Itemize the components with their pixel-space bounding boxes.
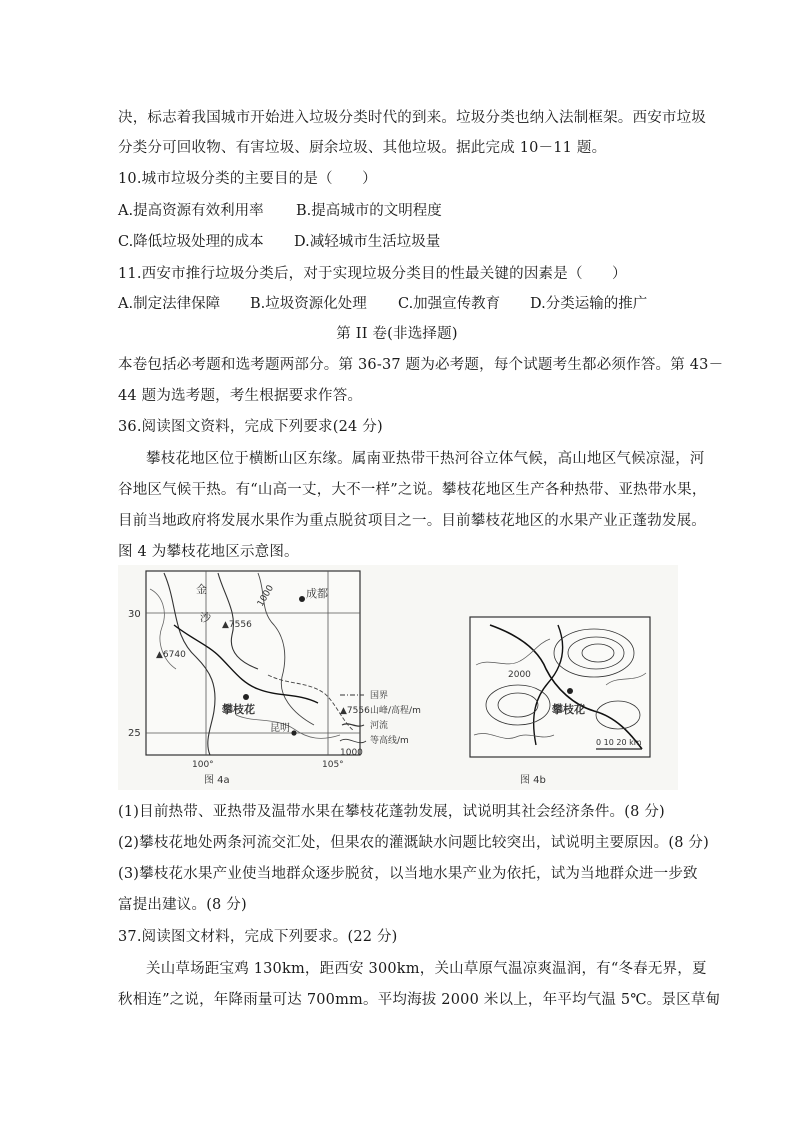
legend-contour: 等高线/m <box>370 736 409 746</box>
kunming-marker <box>291 730 296 735</box>
map-4a-caption: 图 4a <box>204 775 230 786</box>
map-4a-river-jin: 金 <box>196 583 207 596</box>
question-37-para-1: 关山草场距宝鸡 130km，距西安 300km，关山草原气温凉爽温润，有“冬春无界，夏 <box>146 961 707 977</box>
map-4a-lon-100: 100° <box>192 760 214 770</box>
question-36-sub-2: (2)攀枝花地处两条河流交汇处，但果农的灌溉缺水问题比较突出，试说明主要原因。(8 分) <box>118 835 709 851</box>
map-4b-contour: 2000 <box>508 670 531 680</box>
map-4b-city-marker <box>567 688 573 694</box>
question-37-para-2: 秋相连”之说，年降雨量可达 700mm。平均海拔 2000 米以上，年平均气温 5℃。景区草甸 <box>118 992 721 1008</box>
legend-boundary: 国界 <box>370 691 389 701</box>
question-36-sub-3a: (3)攀枝花水果产业使当地群众逐步脱贫，以当地水果产业为依托，试为当地群众进一步致 <box>118 866 698 882</box>
question-10-option-d: D.减轻城市生活垃圾量 <box>294 234 441 250</box>
question-11-option-b: B.垃圾资源化处理 <box>250 296 367 312</box>
intro-line-2: 分类分可回收物、有害垃圾、厨余垃圾、其他垃圾。据此完成 10－11 题。 <box>118 140 607 156</box>
map-4a-city-kunming: 昆明 <box>270 723 290 734</box>
panzhihua-marker <box>243 694 249 700</box>
map-4a-city-panzhihua: 攀枝花 <box>222 703 255 716</box>
question-11-option-a: A.制定法律保障 <box>118 296 221 312</box>
chengdu-marker <box>299 596 305 602</box>
map-4a-lon-105: 105° <box>322 760 344 770</box>
question-36-para-3: 目前当地政府将发展水果作为重点脱贫项目之一。目前攀枝花地区的水果产业正蓬勃发展。 <box>118 513 706 529</box>
legend-peak-value: ▲7556 <box>340 706 370 716</box>
question-11-stem: 11.西安市推行垃圾分类后，对于实现垃圾分类目的性最关键的因素是（ ） <box>118 266 627 282</box>
question-36-para-4: 图 4 为攀枝花地区示意图。 <box>118 544 299 560</box>
question-36-sub-3b: 富提出建议。(8 分) <box>118 897 247 913</box>
question-10-option-a: A.提高资源有效利用率 <box>118 203 264 219</box>
question-10-option-c: C.降低垃圾处理的成本 <box>118 234 264 250</box>
question-36-sub-1: (1)目前热带、亚热带及温带水果在攀枝花蓬勃发展，试说明其社会经济条件。(8 分) <box>118 804 665 820</box>
map-4a-peak-6740: ▲6740 <box>156 650 186 660</box>
map-4a-city-chengdu: 成都 <box>306 587 328 600</box>
question-11-option-d: D.分类运输的推广 <box>530 296 648 312</box>
map-4a-lat-25: 25 <box>128 728 141 739</box>
legend-river: 河流 <box>370 721 389 731</box>
map-4a <box>128 571 360 786</box>
question-10-stem: 10.城市垃圾分类的主要目的是（ ） <box>118 171 377 187</box>
question-37-stem: 37.阅读图文材料，完成下列要求。(22 分) <box>118 929 398 945</box>
map-4a-contour-1000: 1000 <box>255 583 277 609</box>
map-4a-river-sha: 沙 <box>200 611 211 624</box>
map-4b-scale: 0 10 20 km <box>596 738 642 747</box>
question-36-para-1: 攀枝花地区位于横断山区东缘。属南亚热带干热河谷立体气候，高山地区气候凉湿，河 <box>146 451 705 467</box>
intro-line-1: 决，标志着我国城市开始进入垃圾分类时代的到来。垃圾分类也纳入法制框架。西安市垃圾 <box>118 110 706 126</box>
question-10-option-b: B.提高城市的文明程度 <box>296 203 442 219</box>
section-2-title: 第 II 卷(非选择题) <box>336 326 458 342</box>
map-4a-lat-30: 30 <box>128 609 141 620</box>
map-4a-peak-7556: ▲7556 <box>222 620 252 630</box>
section-2-desc-1: 本卷包括必考题和选考题两部分。第 36-37 题为必考题，每个试题考生都必须作答。第 43－ <box>118 357 724 373</box>
question-11-option-c: C.加强宣传教育 <box>398 296 501 312</box>
section-2-desc-2: 44 题为选考题，考生根据要求作答。 <box>118 388 363 404</box>
legend-contour-value: 1000 <box>340 748 363 758</box>
legend-peak: 山峰/高程/m <box>370 706 421 716</box>
map-4b-caption: 图 4b <box>520 775 546 786</box>
figure-4 <box>118 565 678 790</box>
map-4b-city: 攀枝花 <box>552 703 585 716</box>
question-36-para-2: 谷地区气候干热。有“山高一丈，大不一样”之说。攀枝花地区生产各种热带、亚热带水果， <box>118 482 707 498</box>
question-36-stem: 36.阅读图文资料，完成下列要求(24 分) <box>118 419 383 435</box>
